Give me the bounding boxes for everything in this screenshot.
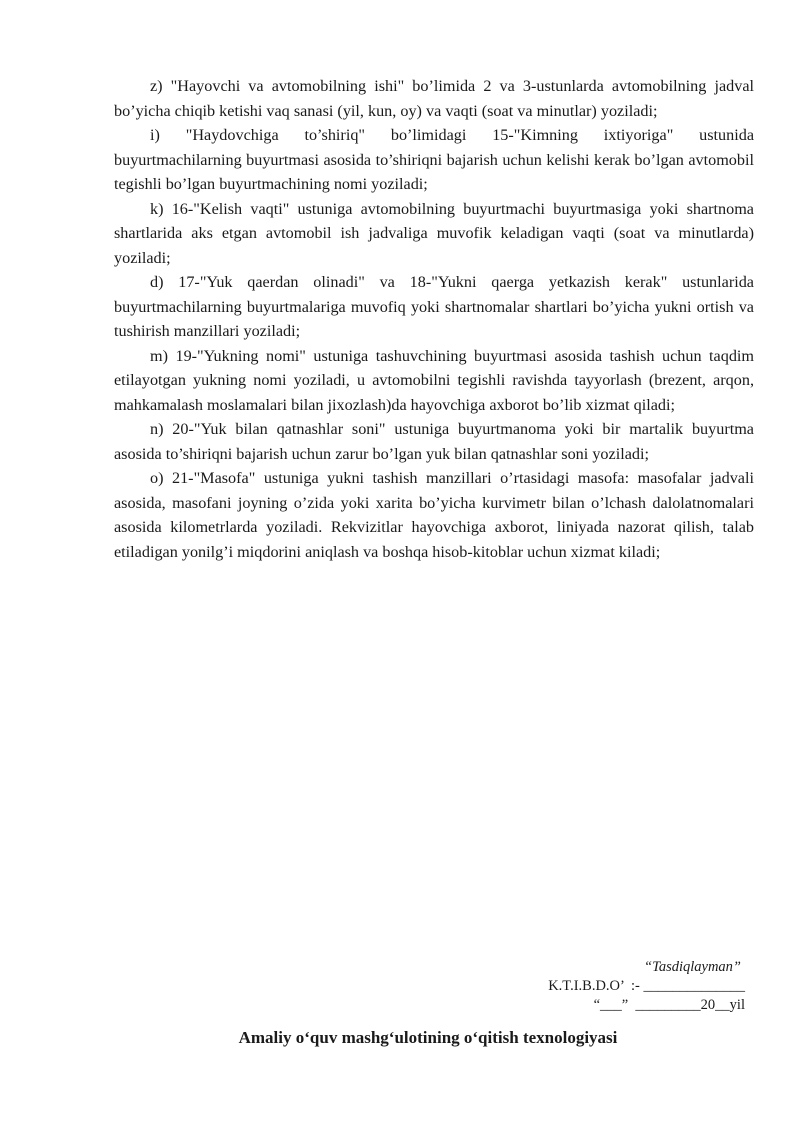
approval-signature-line: K.T.I.B.D.O’ :- ______________ — [548, 978, 745, 994]
approval-title: “Tasdiqlayman” — [644, 959, 741, 975]
approval-date-line: “___” _________20__yil — [593, 997, 745, 1013]
paragraph-d: d) 17-"Yuk qaerdan olinadi" va 18-"Yukni qaerga yetkazish kerak" ustunlarida buyurtmachilarning buyurtmalariga muvofiq yoki shartnomalar shartlari bo’yicha yukni ortish va tushirish manzillari yoziladi; — [114, 273, 754, 340]
paragraph-o: o) 21-"Masofa" ustuniga yukni tashish manzillari o’rtasidagi masofa: masofalar jadvali asosida, masofani joyning o’zida yoki xarita bo’yicha kurvimetr bilan o’lchash dalolatnomalari asosida kilometrlarda yoziladi. Rekvizitlar hayovchiga axborot, liniyada nazorat qilish, talab etiladigan yonilg’i miqdorini aniqlash va boshqa hisob-kitoblar uchun xizmat kiladi; — [114, 469, 754, 561]
paragraph-k: k) 16-"Kelish vaqti" ustuniga avtomobilning buyurtmachi buyurtmasiga yoki shartnoma shartlarida aks etgan avtomobil ish jadvaliga muvofik keladigan vaqti (soat va minutlarda) yoziladi; — [114, 199, 754, 267]
paragraph-n: n) 20-"Yuk bilan qatnashlar soni" ustuniga buyurtmanoma yoki bir martalik buyurtma asosida to’shiriqni bajarish uchun zarur bo’lgan yuk bilan qatnashlar soni yoziladi; — [114, 420, 754, 463]
paragraph-z: z) "Hayovchi va avtomobilning ishi" bo’limida 2 va 3-ustunlarda avtomobilning jadval bo’yicha chiqib ketishi vaq sanasi (yil, kun, oy) va vaqti (soat va minutlar) yoziladi; — [114, 77, 754, 120]
approval-block — [470, 958, 745, 1015]
paragraph-m: m) 19-"Yukning nomi" ustuniga tashuvchining buyurtmasi asosida tashish uchun taqdim etilayotgan yukning nomi yoziladi, u avtomobilni tegishli ravishda tayyorlash (brezent, arqon, mahkamalash moslamalari bilan jixozlash)da hayovchiga axborot bo’lib xizmat qiladi; — [114, 346, 754, 414]
paragraph-i: i) "Haydovchiga to’shiriq" bo’limidagi 15-"Kimning ixtiyoriga" ustunida buyurtmachilarning buyurtmasi asosida to’shiriqni bajarish uchun kelishi kerak bo’lgan avtomobil tegishli bo’lgan buyurtmachining nomi yoziladi; — [114, 126, 754, 193]
section-heading: Amaliy o‘quv mashg‘ulotining o‘qitish texnologiyasi — [238, 1028, 618, 1047]
body-text — [114, 74, 754, 564]
